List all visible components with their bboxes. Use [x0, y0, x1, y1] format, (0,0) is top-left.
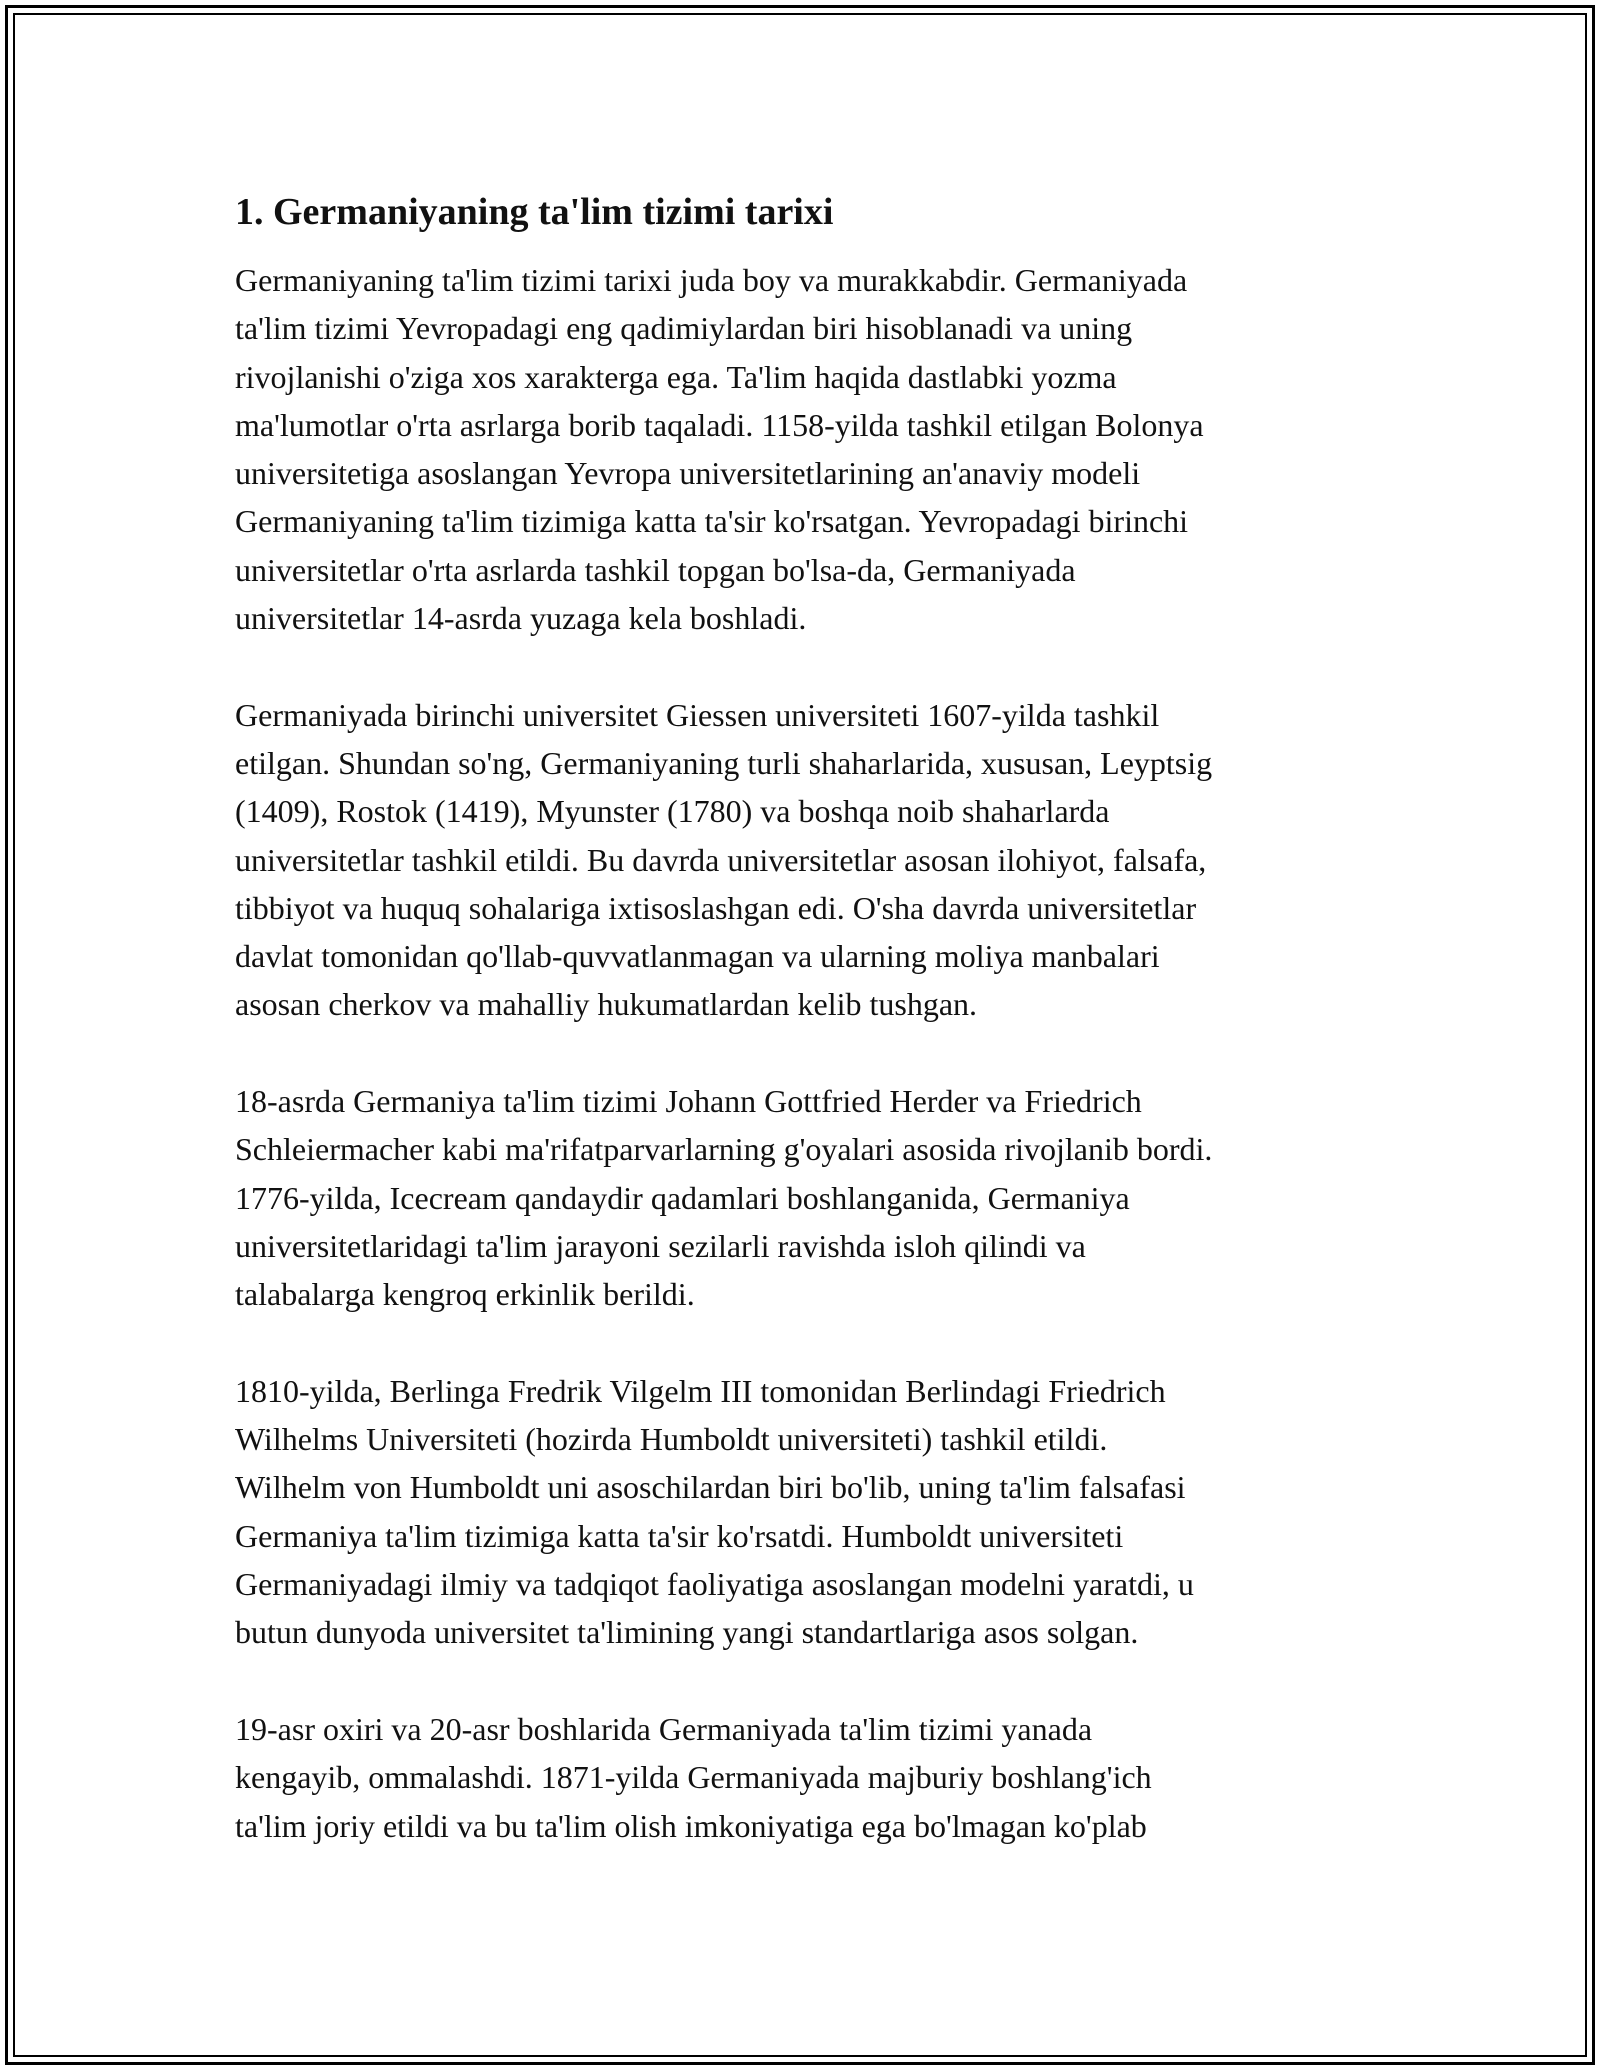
text-line: Germaniya ta'lim tizimiga katta ta'sir ko'rsatdi. Humboldt universiteti [235, 1517, 1124, 1554]
paragraph-list [235, 256, 1365, 1850]
text-line: Germaniyaning ta'lim tizimiga katta ta'sir ko'rsatgan. Yevropadagi birinchi [235, 503, 1189, 540]
paragraph [235, 256, 1365, 642]
paragraph [235, 1705, 1365, 1850]
text-line: etilgan. Shundan so'ng, Germaniyaning turli shaharlarida, xususan, Leyptsig [235, 744, 1213, 781]
text-line: 18-asrda Germaniya ta'lim tizimi Johann Gottfried Herder va Friedrich [235, 1083, 1142, 1120]
text-line: Wilhelm von Humboldt uni asoschilardan biri bo'lib, uning ta'lim falsafasi [235, 1469, 1186, 1506]
text-line: asosan cherkov va mahalliy hukumatlardan kelib tushgan. [235, 986, 978, 1023]
text-line: kengayib, ommalashdi. 1871-yilda Germaniyada majburiy boshlang'ich [235, 1759, 1152, 1796]
text-line: tibbiyot va huquq sohalariga ixtisoslashgan edi. O'sha davrda universitetlar [235, 889, 1197, 926]
text-line: davlat tomonidan qo'llab-quvvatlanmagan va ularning moliya manbalari [235, 938, 1160, 975]
text-line: Wilhelms Universiteti (hozirda Humboldt universiteti) tashkil etildi. [235, 1421, 1108, 1458]
document-body [235, 188, 1365, 1898]
text-line: ta'lim tizimi Yevropadagi eng qadimiylardan biri hisoblanadi va uning [235, 310, 1133, 347]
text-line: universitetlaridagi ta'lim jarayoni sezilarli ravishda isloh qilindi va [235, 1227, 1086, 1264]
text-line: ma'lumotlar o'rta asrlarga borib taqaladi. 1158-yilda tashkil etilgan Bolonya [235, 406, 1204, 443]
text-line: butun dunyoda universitet ta'limining yangi standartlariga asos solgan. [235, 1614, 1139, 1651]
text-line: 1776-yilda, Icecream qandaydir qadamlari boshlanganida, Germaniya [235, 1179, 1130, 1216]
text-line: universitetiga asoslangan Yevropa universitetlarining an'anaviy modeli [235, 455, 1141, 492]
paragraph [235, 691, 1365, 1029]
section-heading: 1. Germaniyaning ta'lim tizimi tarixi [235, 191, 834, 233]
text-line: ta'lim joriy etildi va bu ta'lim olish imkoniyatiga ega bo'lmagan ko'plab [235, 1807, 1147, 1844]
text-line: universitetlar tashkil etildi. Bu davrda universitetlar asosan ilohiyot, falsafa, [235, 841, 1207, 878]
text-line: Schleiermacher kabi ma'rifatparvarlarning g'oyalari asosida rivojlanib bordi. [235, 1131, 1213, 1168]
text-line: Germaniyada birinchi universitet Giessen universiteti 1607-yilda tashkil [235, 696, 1160, 733]
text-line: Germaniyadagi ilmiy va tadqiqot faoliyatiga asoslangan modelni yaratdi, u [235, 1566, 1194, 1603]
paragraph [235, 1077, 1365, 1318]
text-line: 1810-yilda, Berlinga Fredrik Vilgelm III tomonidan Berlindagi Friedrich [235, 1372, 1166, 1409]
text-line: universitetlar 14-asrda yuzaga kela boshladi. [235, 600, 807, 637]
paragraph [235, 1367, 1365, 1657]
text-line: 19-asr oxiri va 20-asr boshlarida Germaniyada ta'lim tizimi yanada [235, 1710, 1093, 1747]
text-line: talabalarga kengroq erkinlik berildi. [235, 1276, 695, 1313]
text-line: universitetlar o'rta asrlarda tashkil topgan bo'lsa-da, Germaniyada [235, 551, 1076, 588]
text-line: rivojlanishi o'ziga xos xarakterga ega. Ta'lim haqida dastlabki yozma [235, 358, 1117, 395]
text-line: (1409), Rostok (1419), Myunster (1780) va boshqa noib shaharlarda [235, 793, 1110, 830]
text-line: Germaniyaning ta'lim tizimi tarixi juda boy va murakkabdir. Germaniyada [235, 262, 1188, 298]
